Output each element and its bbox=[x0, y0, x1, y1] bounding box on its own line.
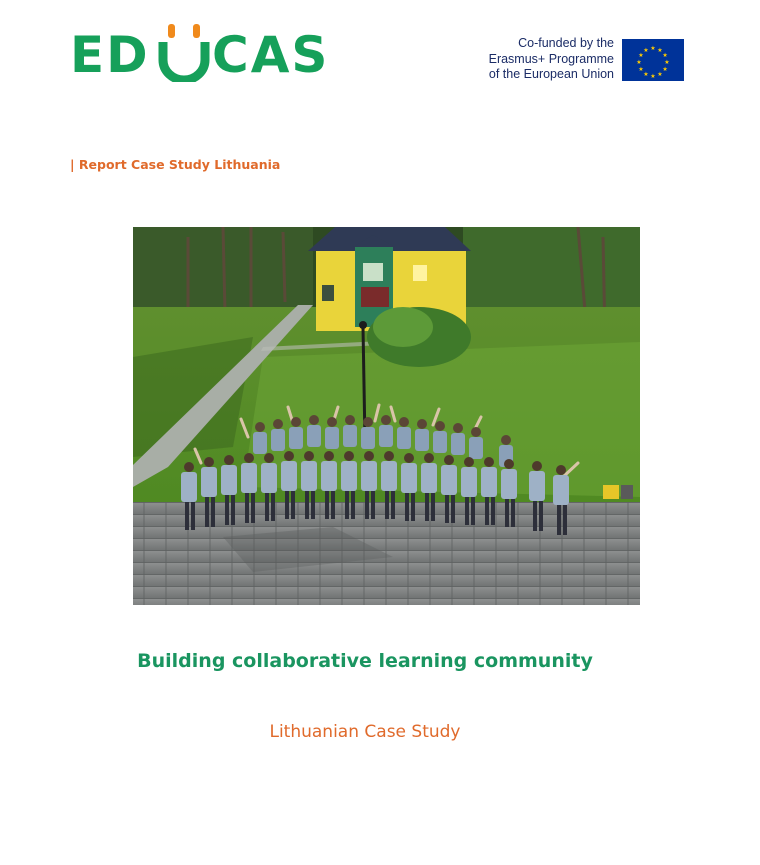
smile-icon bbox=[157, 22, 213, 82]
educas-logo bbox=[70, 22, 355, 84]
eu-funding-line1: Co-funded by the bbox=[518, 36, 614, 50]
document-title: Building collaborative learning community bbox=[137, 650, 593, 672]
svg-text:★: ★ bbox=[662, 66, 668, 73]
logo-text-cas: CAS bbox=[212, 26, 330, 84]
svg-text:★: ★ bbox=[650, 45, 656, 52]
eu-funding-text bbox=[489, 36, 614, 83]
svg-text:★: ★ bbox=[638, 66, 644, 73]
eu-flag-icon bbox=[622, 39, 684, 81]
svg-text:★: ★ bbox=[664, 59, 670, 66]
svg-text:★: ★ bbox=[636, 59, 642, 66]
group-photo-illustration bbox=[133, 227, 640, 605]
eu-funding-line3: of the European Union bbox=[488, 67, 614, 81]
eu-funding-block bbox=[470, 36, 690, 84]
svg-text:★: ★ bbox=[662, 52, 668, 59]
report-label: | Report Case Study Lithuania bbox=[70, 157, 281, 172]
svg-text:★: ★ bbox=[657, 46, 663, 54]
svg-text:★: ★ bbox=[657, 71, 663, 79]
group-photo bbox=[133, 227, 640, 605]
eu-funding-line2: Erasmus+ Programme bbox=[488, 51, 614, 66]
svg-text:★: ★ bbox=[638, 52, 644, 59]
svg-text:★: ★ bbox=[643, 71, 649, 79]
logo-text-ed: ED bbox=[70, 26, 150, 84]
svg-text:★: ★ bbox=[643, 46, 649, 54]
document-subtitle: Lithuanian Case Study bbox=[269, 722, 461, 742]
svg-text:★: ★ bbox=[650, 73, 656, 80]
